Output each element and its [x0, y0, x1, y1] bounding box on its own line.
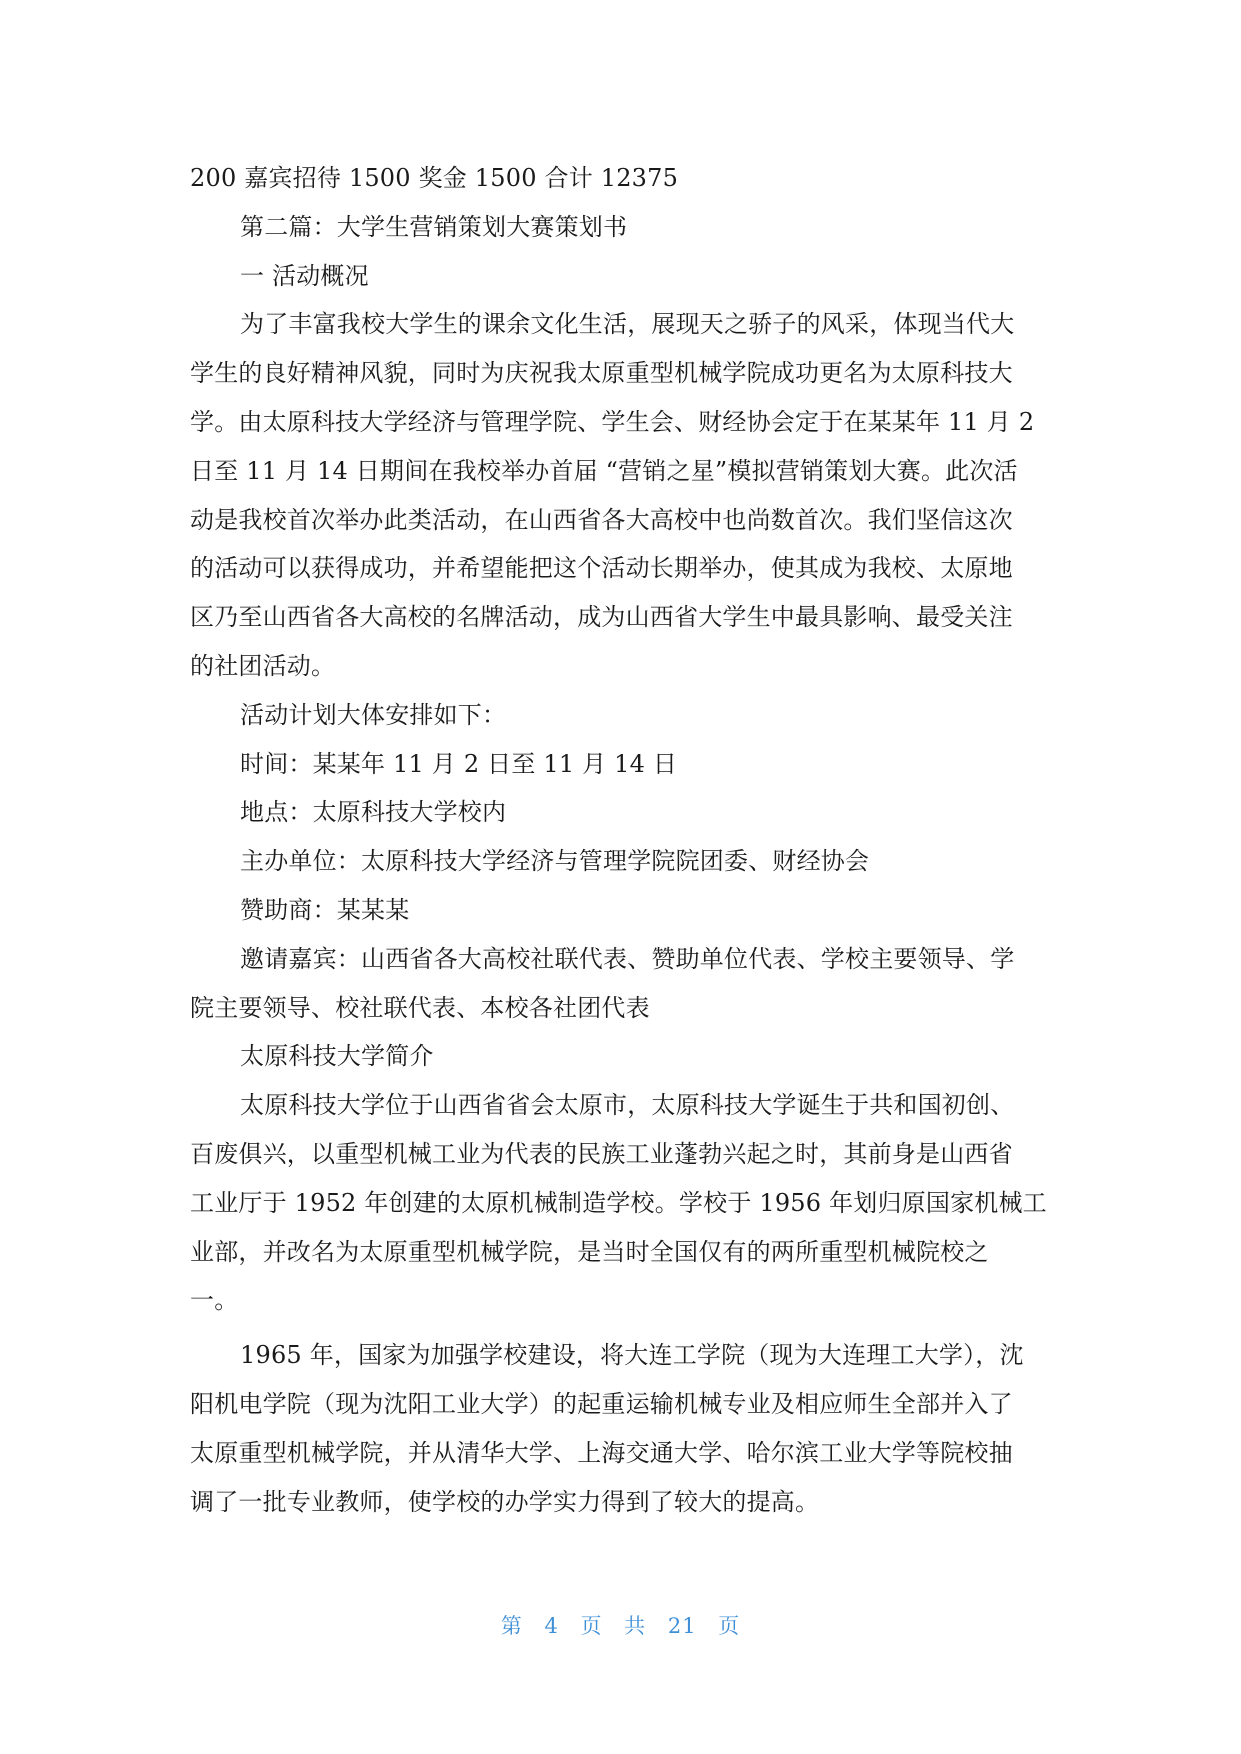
text-line: 太原重型机械学院，并从清华大学、上海交通大学、哈尔滨工业大学等院校抽 — [190, 1438, 1013, 1467]
text-line: 地点：太原科技大学校内 — [240, 798, 507, 827]
text-line: 的活动可以获得成功，并希望能把这个活动长期举办，使其成为我校、太原地 — [190, 554, 1013, 583]
text-line: 业部，并改名为太原重型机械学院，是当时全国仅有的两所重型机械院校之 — [190, 1237, 989, 1266]
text-line: 院主要领导、校社联代表、本校各社团代表 — [190, 993, 650, 1022]
text-line: 太原科技大学位于山西省省会太原市，太原科技大学诞生于共和国初创、 — [240, 1091, 1015, 1120]
text-line: 活动计划大体安排如下： — [240, 700, 507, 729]
text-line: 学生的良好精神风貌，同时为庆祝我太原重型机械学院成功更名为太原科技大 — [190, 359, 1013, 388]
text-line: 主办单位：太原科技大学经济与管理学院院团委、财经协会 — [240, 847, 870, 876]
text-line: 邀请嘉宾：山西省各大高校社联代表、赞助单位代表、学校主要领导、学 — [240, 944, 1015, 973]
text-line: 调了一批专业教师，使学校的办学实力得到了较大的提高。 — [190, 1487, 820, 1516]
text-line: 学。由太原科技大学经济与管理学院、学生会、财经协会定于在某某年 11 月 2 — [190, 407, 1035, 436]
text-line: 一。 — [190, 1286, 239, 1315]
subsection-heading: 一 活动概况 — [240, 261, 369, 290]
text-line: 工业厅于 1952 年创建的太原机械制造学校。学校于 1956 年划归原国家机械工 — [190, 1188, 1047, 1217]
text-line: 1965 年，国家为加强学校建设，将大连工学院（现为大连理工大学），沈 — [240, 1341, 1024, 1370]
text-line: 的社团活动。 — [190, 651, 336, 680]
page-number-footer: 第 4 页 共 21 页 — [500, 1614, 741, 1638]
subsection-heading: 太原科技大学简介 — [240, 1042, 434, 1071]
text-line: 区乃至山西省各大高校的名牌活动，成为山西省大学生中最具影响、最受关注 — [190, 603, 1013, 632]
text-line: 赞助商：某某某 — [240, 895, 410, 924]
text-line: 时间：某某年 11 月 2 日至 11 月 14 日 — [240, 749, 678, 778]
text-line: 阳机电学院（现为沈阳工业大学）的起重运输机械专业及相应师生全部并入了 — [190, 1389, 1013, 1418]
section-title: 第二篇：大学生营销策划大赛策划书 — [240, 212, 628, 241]
text-line: 动是我校首次举办此类活动，在山西省各大高校中也尚数首次。我们坚信这次 — [190, 505, 1013, 534]
text-line: 为了丰富我校大学生的课余文化生活，展现天之骄子的风采，体现当代大 — [240, 310, 1015, 339]
document-body — [190, 154, 1051, 1526]
text-line: 200 嘉宾招待 1500 奖金 1500 合计 12375 — [190, 164, 679, 192]
text-line: 日至 11 月 14 日期间在我校举办首届 “营销之星”模拟营销策划大赛。此次活 — [190, 456, 1018, 485]
text-line: 百废俱兴，以重型机械工业为代表的民族工业蓬勃兴起之时，其前身是山西省 — [190, 1139, 1013, 1168]
